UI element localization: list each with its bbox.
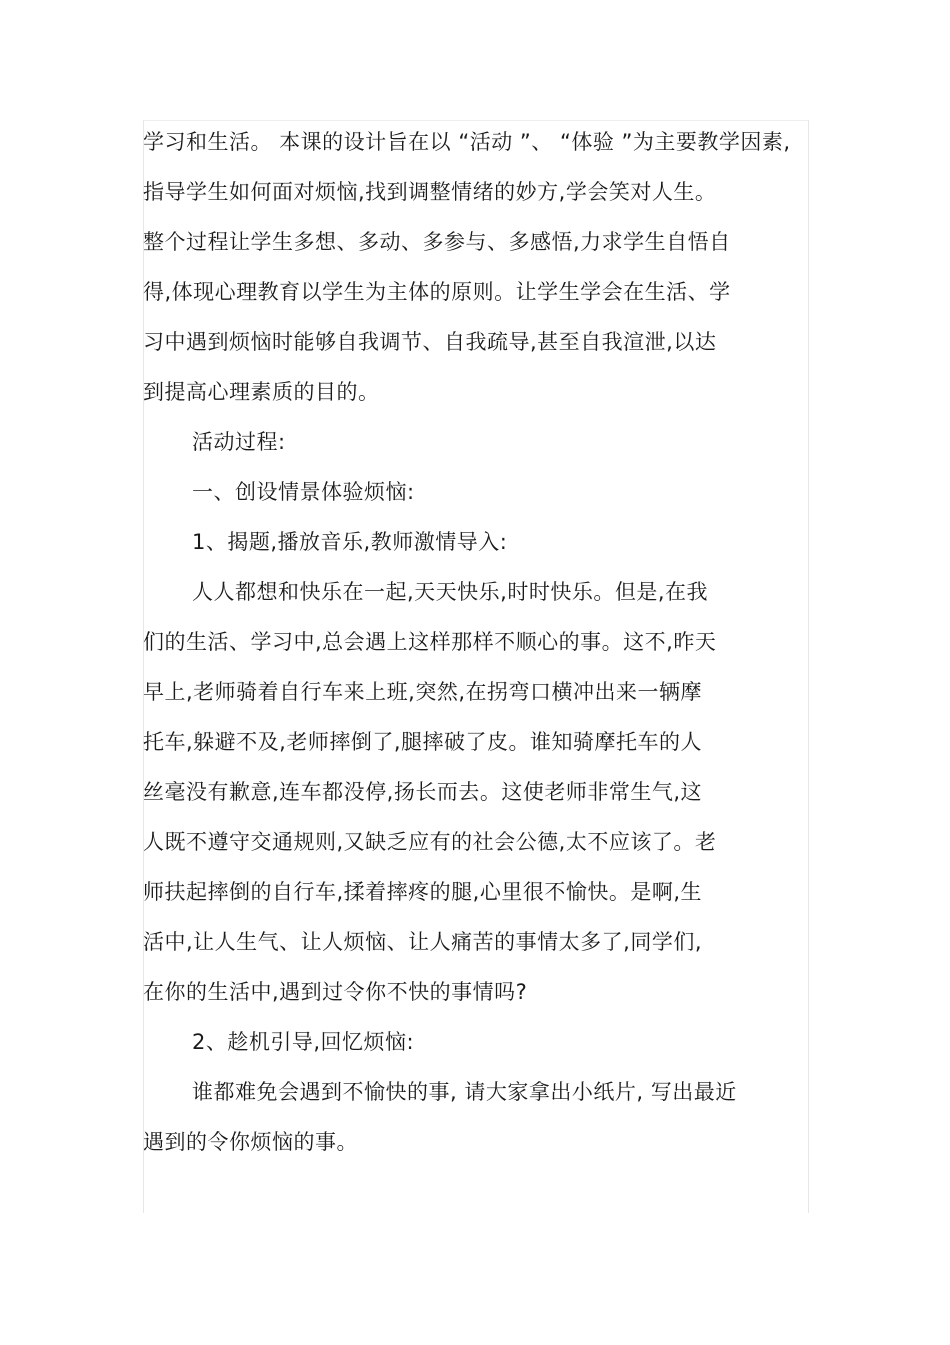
text-line-17: 活中,让人生气、让人烦恼、让人痛苦的事情太多了,同学们,: [143, 930, 703, 954]
text-line-4: 得,体现心理教育以学生为主体的原则。让学生学会在生活、学: [143, 280, 731, 304]
text-line-1: 学习和生活。 本课的设计旨在以 “活动 ”、 “体验 ”为主要教学因素,: [143, 130, 791, 154]
text-line-21: 遇到的令你烦恼的事。: [143, 1130, 358, 1154]
text-line-13: 托车,躲避不及,老师摔倒了,腿摔破了皮。谁知骑摩托车的人: [143, 730, 703, 754]
text-line-2: 指导学生如何面对烦恼,找到调整情绪的妙方,学会笑对人生。: [143, 180, 717, 204]
text-line-14: 丝毫没有歉意,连车都没停,扬长而去。这使老师非常生气,这: [143, 780, 703, 804]
subsection-heading-2: 2、趁机引导,回忆烦恼:: [192, 1030, 415, 1054]
subsection-heading-1: 1、揭题,播放音乐,教师激情导入:: [192, 530, 508, 554]
text-line-3: 整个过程让学生多想、多动、多参与、多感悟,力求学生自悟自: [143, 230, 731, 254]
text-line-11: 们的生活、学习中,总会遇上这样那样不顺心的事。这不,昨天: [143, 630, 717, 654]
text-line-15: 人既不遵守交通规则,又缺乏应有的社会公德,太不应该了。老: [143, 830, 717, 854]
text-line-18: 在你的生活中,遇到过令你不快的事情吗?: [143, 980, 528, 1004]
section-heading-1: 一、创设情景体验烦恼:: [192, 480, 415, 504]
text-line-16: 师扶起摔倒的自行车,揉着摔疼的腿,心里很不愉快。是啊,生: [143, 880, 703, 904]
text-line-10: 人人都想和快乐在一起,天天快乐,时时快乐。但是,在我: [192, 580, 709, 604]
text-line-12: 早上,老师骑着自行车来上班,突然,在拐弯口横冲出来一辆摩: [143, 680, 703, 704]
text-line-20: 谁都难免会遇到不愉快的事, 请大家拿出小纸片, 写出最近: [192, 1080, 737, 1104]
section-heading-activity-process: 活动过程:: [192, 430, 286, 454]
text-line-6: 到提高心理素质的目的。: [143, 380, 380, 404]
text-line-5: 习中遇到烦恼时能够自我调节、自我疏导,甚至自我渲泄,以达: [143, 330, 717, 354]
